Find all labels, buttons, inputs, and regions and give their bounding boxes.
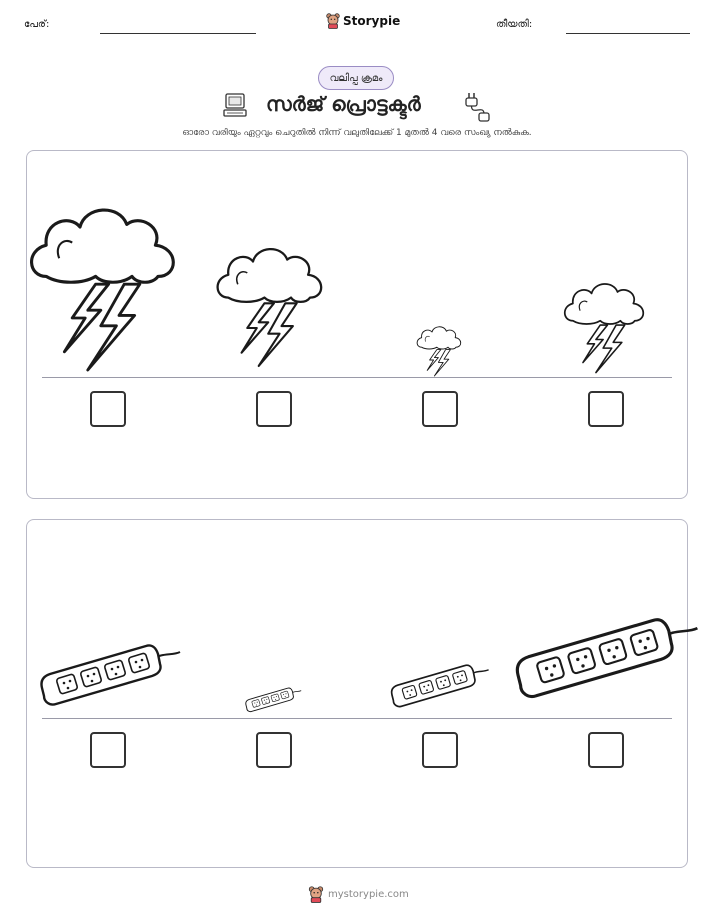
power-strip-2 — [246, 688, 301, 712]
answer-box[interactable] — [90, 732, 126, 768]
footer — [308, 886, 409, 903]
bear-icon — [308, 886, 324, 903]
answer-box[interactable] — [256, 732, 292, 768]
name-label: പേര്: — [24, 19, 50, 30]
answer-box[interactable] — [422, 732, 458, 768]
row-baseline-strips — [42, 718, 672, 719]
instructions: ഓരോ വരിയും ഏറ്റവും ചെറുതിൽ നിന്ന് വലുതിലേക്ക് 1 മുതൽ 4 വരെ സംഖ്യ നൽകുക. — [182, 128, 532, 138]
power-strip-1 — [41, 645, 180, 704]
brand-name: Storypie — [343, 14, 401, 28]
date-label: തീയതി: — [496, 19, 533, 30]
answer-box[interactable] — [588, 732, 624, 768]
category-badge: വലിപ്പ ക്രമം — [318, 66, 394, 90]
footer-url[interactable]: mystorypie.com — [328, 889, 409, 900]
page-title: സർജ് പ്രൊട്ടക്ടർ — [266, 92, 421, 116]
power-strip-4 — [517, 620, 697, 697]
power-strip-3 — [392, 665, 489, 706]
